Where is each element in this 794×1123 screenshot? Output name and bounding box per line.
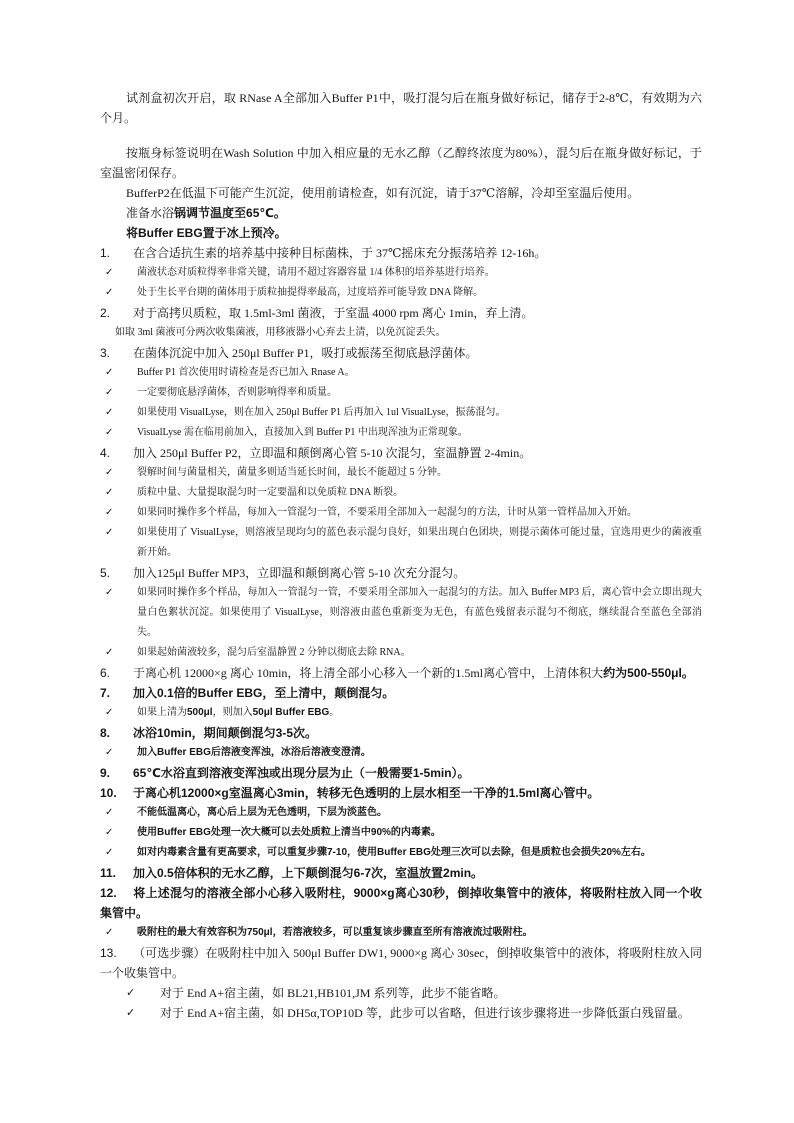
text-segment: 试剂盒初次开启，取 RNase A全部加入Buffer P1中，吸打混匀后在瓶身做好标记，储存于2-8℃，有效期为六个月。 <box>100 91 702 125</box>
check-item <box>100 483 702 503</box>
check-text <box>137 423 702 443</box>
check-text <box>137 283 702 303</box>
checkmark-icon: ✓ <box>105 747 114 758</box>
step-item <box>100 303 702 323</box>
step-text <box>100 946 702 980</box>
text-segment: 如果上清为 <box>137 707 187 718</box>
step-item <box>100 783 702 803</box>
check-text <box>137 743 702 763</box>
step-number: 6. <box>100 666 111 680</box>
step-item <box>100 723 702 743</box>
checkmark-icon: ✓ <box>105 387 114 398</box>
checkmark-icon: ✓ <box>105 507 114 518</box>
checkmark-icon: ✓ <box>105 427 114 438</box>
check-text <box>137 843 702 863</box>
text-segment: 于离心机 12000×g 离心 10min，将上清全部小心移入一个新的1.5ml离心管中，上清体积大 <box>133 666 604 680</box>
step-number: 12. <box>100 886 117 900</box>
text-segment: 如对内毒素含量有更高要求，可以重复步骤7-10，使用Buffer EBG处理三次可以去除，但是质粒也会损失20%左右。 <box>137 847 651 858</box>
check-item <box>100 643 702 663</box>
text-segment: 准备水浴 <box>126 206 175 220</box>
check-text <box>137 523 702 563</box>
step-number: 2. <box>100 306 111 320</box>
step-text <box>133 726 317 740</box>
paragraph <box>100 88 702 128</box>
check-text <box>137 643 702 663</box>
text-segment: 。 <box>329 707 340 718</box>
checkmark-icon: ✓ <box>105 267 114 278</box>
step-item <box>100 763 702 783</box>
checkmark-icon: ✓ <box>105 587 114 598</box>
paragraph <box>100 143 702 183</box>
step-number: 13. <box>100 946 117 960</box>
text-segment: 约为500-550μl。 <box>603 666 694 680</box>
checkmark-icon: ✓ <box>126 1007 136 1019</box>
text-segment: 将上述混匀的溶液全部小心移入吸附柱，9000×g离心30秒，倒掉收集管中的液体，将吸附柱放入同一个收集管中。 <box>100 886 702 920</box>
check-item <box>100 423 702 443</box>
text-segment: 加入0.1倍的Buffer EBG，至上清中，颠倒混匀。 <box>133 686 395 700</box>
check-item <box>100 463 702 483</box>
check-item <box>100 703 702 723</box>
step-text <box>133 666 694 680</box>
step-number: 1. <box>100 246 111 260</box>
check-item <box>100 383 702 403</box>
check-item <box>100 923 702 943</box>
text-segment: Buffer P1 首次使用时请检查是否已加入 Rnase A。 <box>137 367 355 378</box>
checkmark-icon: ✓ <box>105 707 114 718</box>
check-text <box>137 803 702 823</box>
check-text <box>160 1003 702 1023</box>
paragraph <box>100 183 702 203</box>
text-segment: VisualLyse 需在临用前加入，直接加入到 Buffer P1 中出现浑浊为正常现象。 <box>137 427 468 438</box>
step-text <box>133 246 546 260</box>
note-text <box>100 323 702 343</box>
text-segment: 菌液状态对质粒得率非常关键，请用不超过容器容量 1/4 体积的培养基进行培养。 <box>137 267 495 278</box>
check-item <box>100 523 702 563</box>
text-segment: 一定要彻底悬浮菌体，否则影响得率和质量。 <box>137 387 337 398</box>
step-item <box>100 563 702 583</box>
step-item <box>100 663 702 683</box>
text-segment: 处于生长平台期的菌体用于质粒抽提得率最高，过度培养可能导致 DNA 降解。 <box>137 287 484 298</box>
check-item <box>100 843 702 863</box>
text-segment: 吸附柱的最大有效容积为750μl，若溶液较多，可以重复该步骤直至所有溶液流过吸附柱。 <box>137 927 533 938</box>
text-segment: 对于 End A+宿主菌，如 DH5α,TOP10D 等，此步可以省略，但进行该步骤将进一步降低蛋白残留量。 <box>160 1006 690 1020</box>
step-text <box>133 786 599 800</box>
checkmark-icon: ✓ <box>105 487 114 498</box>
checkmark-icon: ✓ <box>105 287 114 298</box>
text-segment: 50μl Buffer EBG <box>252 707 330 718</box>
step-number: 11. <box>100 866 117 880</box>
text-segment: 如取 3ml 菌液可分两次收集菌液，用移液器小心弃去上清，以免沉淀丢失。 <box>115 327 446 338</box>
text-segment: 加入 250μl Buffer P2，立即温和颠倒离心管 5-10 次混匀，室温静置 2-4min。 <box>133 446 532 460</box>
text-segment: 冰浴10min，期间颠倒混匀3-5次。 <box>133 726 318 740</box>
text-segment: 将Buffer EBG置于冰上预冷。 <box>126 226 287 240</box>
check-item <box>100 363 702 383</box>
text-segment: 65℃水浴直到溶液变浑浊或出现分层为止（一般需要1-5min）。 <box>133 766 470 780</box>
step-text <box>100 886 702 920</box>
text-segment: 加入Buffer EBG后溶液变浑浊，冰浴后溶液变澄清。 <box>137 747 371 758</box>
text-segment: 如果同时操作多个样品，每加入一管混匀一管，不要采用全部加入一起混匀的方法，计时从第一管样品加入开始。 <box>137 507 637 518</box>
step-text <box>133 566 465 580</box>
text-segment: 于离心机12000×g室温离心3min，转移无色透明的上层水相至一干净的1.5ml离心管中。 <box>133 786 600 800</box>
step-text <box>133 446 531 460</box>
check-text <box>137 263 702 283</box>
step-item <box>100 683 702 703</box>
text-segment: 如果起始菌液较多，混匀后室温静置 2 分钟以彻底去除 RNA。 <box>137 647 411 658</box>
check-item <box>100 583 702 643</box>
checkmark-icon: ✓ <box>105 527 114 538</box>
step-text <box>133 866 483 880</box>
check-item <box>100 803 702 823</box>
document-content <box>100 88 702 1023</box>
text-segment: 在含合适抗生素的培养基中接种目标菌株，于 37℃摇床充分振荡培养 12-16h。 <box>133 246 547 260</box>
check-text <box>137 923 702 943</box>
step-number: 4. <box>100 446 111 460</box>
text-segment: 锅调节温度至65℃。 <box>174 206 286 220</box>
text-segment: （可选步骤）在吸附柱中加入 500μl Buffer DW1, 9000×g 离心 30sec，倒掉收集管中的液体，将吸附柱放入同一个收集管中。 <box>100 946 702 980</box>
check-text <box>137 463 702 483</box>
step-item <box>100 863 702 883</box>
check-text <box>137 583 702 643</box>
step-item <box>100 943 702 983</box>
step-text <box>133 766 470 780</box>
checkmark-icon: ✓ <box>105 647 114 658</box>
check-text <box>137 363 702 383</box>
check-item <box>100 823 702 843</box>
paragraph <box>100 203 702 223</box>
text-segment: 不能低温离心，离心后上层为无色透明，下层为淡蓝色。 <box>137 807 387 818</box>
checkmark-icon: ✓ <box>105 827 114 838</box>
text-segment: 按瓶身标签说明在Wash Solution 中加入相应量的无水乙醇（乙醇终浓度为80%），混匀后在瓶身做好标记，于室温密闭保存。 <box>100 146 702 180</box>
check-text <box>137 383 702 403</box>
step-number: 7. <box>100 686 111 700</box>
text-segment: 对于 End A+宿主菌，如 BL21,HB101,JM 系列等，此步不能省略。 <box>160 986 506 1000</box>
check-text <box>160 983 702 1003</box>
step-text <box>133 686 394 700</box>
text-segment: 500μl <box>187 707 213 718</box>
step-item <box>100 883 702 923</box>
text-segment: 裂解时间与菌量相关，菌量多则适当延长时间，最长不能超过 5 分钟。 <box>137 467 447 478</box>
step-number: 10. <box>100 786 117 800</box>
text-segment: ，则加入 <box>212 707 253 718</box>
check-text <box>137 403 702 423</box>
checkmark-icon: ✓ <box>105 847 114 858</box>
step-number: 5. <box>100 566 111 580</box>
checkmark-icon: ✓ <box>105 807 114 818</box>
check-item <box>100 283 702 303</box>
text-segment: 加入125μl Buffer MP3，立即温和颠倒离心管 5-10 次充分混匀。 <box>133 566 466 580</box>
check-item <box>100 1003 702 1023</box>
step-number: 3. <box>100 346 111 360</box>
step-item <box>100 443 702 463</box>
check-item <box>100 743 702 763</box>
step-text <box>133 346 478 360</box>
check-text <box>137 823 702 843</box>
text-segment: 使用Buffer EBG处理一次大概可以去处质粒上清当中90%的内毒素。 <box>137 827 441 838</box>
text-segment: 在菌体沉淀中加入 250μl Buffer P1，吸打或振荡至彻底悬浮菌体。 <box>133 346 478 360</box>
check-text <box>137 503 702 523</box>
check-item <box>100 503 702 523</box>
check-item <box>100 263 702 283</box>
checkmark-icon: ✓ <box>126 987 136 999</box>
text-segment: BufferP2在低温下可能产生沉淀，使用前请检查，如有沉淀，请于37℃溶解，冷却至室温后使用。 <box>126 186 640 200</box>
text-segment: 对于高拷贝质粒，取 1.5ml-3ml 菌液，于室温 4000 rpm 离心 1min，弃上清。 <box>133 306 534 320</box>
check-text <box>137 703 702 723</box>
text-segment: 如果同时操作多个样品，每加入一管混匀一管，不要采用全部加入一起混匀的方法。加入 Buffer MP3 后，离心管中会立即出现大量白色絮状沉淀。如果使用了 VisualLyse，则溶液由蓝色重新变为无色，有蓝色残留表示混匀不彻底，继续混合至蓝色全部消失。 <box>137 587 702 638</box>
checkmark-icon: ✓ <box>105 407 114 418</box>
checkmark-icon: ✓ <box>105 927 114 938</box>
paragraph <box>100 223 702 243</box>
step-number: 9. <box>100 766 111 780</box>
text-segment: 如果使用 VisualLyse，则在加入 250μl Buffer P1 后再加入 1ul VisualLyse，振荡混匀。 <box>137 407 506 418</box>
step-item <box>100 243 702 263</box>
step-item <box>100 343 702 363</box>
step-text <box>133 306 533 320</box>
check-item <box>100 983 702 1003</box>
step-number: 8. <box>100 726 111 740</box>
check-item <box>100 403 702 423</box>
text-segment: 加入0.5倍体积的无水乙醇，上下颠倒混匀6-7次，室温放置2min。 <box>133 866 484 880</box>
checkmark-icon: ✓ <box>105 367 114 378</box>
text-segment: 质粒中量、大量提取混匀时一定要温和以免质粒 DNA 断裂。 <box>137 487 404 498</box>
checkmark-icon: ✓ <box>105 467 114 478</box>
text-segment: 如果使用了 VisualLyse，则溶液呈现均匀的蓝色表示混匀良好，如果出现白色团块，则提示菌体可能过量，宜选用更少的菌液重新开始。 <box>137 527 702 558</box>
check-text <box>137 483 702 503</box>
